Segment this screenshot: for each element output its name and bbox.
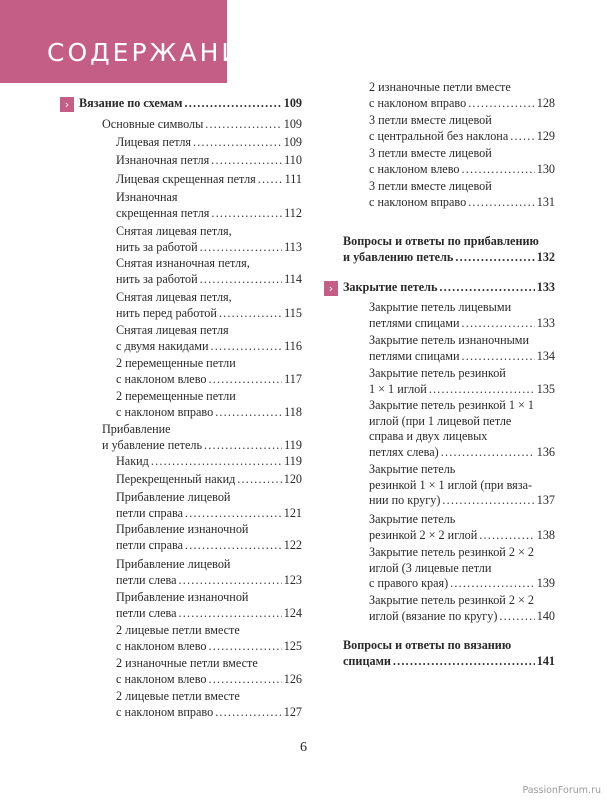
toc-entry-title-line: с наклоном вправо <box>116 704 214 719</box>
toc-entry-leader-row <box>116 672 302 688</box>
toc-entry-leader-row <box>116 705 302 721</box>
dot-leader <box>468 195 535 211</box>
toc-entry-title-line: с наклоном влево <box>116 671 207 686</box>
toc-entry-title-line: Изнаночная петля <box>116 153 210 167</box>
toc-entry-page: 137 <box>536 493 555 507</box>
toc-entry-leader-row <box>79 96 302 112</box>
dot-leader <box>200 272 282 288</box>
dot-leader <box>393 654 535 670</box>
toc-entry[interactable] <box>116 490 302 521</box>
dot-leader <box>211 339 283 355</box>
toc-entry-title-line: Прибавление лицевой <box>116 490 231 504</box>
toc-entry-title-line: Прибавление лицевой <box>116 557 231 571</box>
toc-entry-leader-row <box>116 272 302 288</box>
toc-entry[interactable] <box>116 454 302 470</box>
toc-entry-title-line: спицами <box>343 653 391 668</box>
dot-leader <box>468 96 535 112</box>
toc-entry-leader-row <box>369 576 555 592</box>
toc-entry-leader-row <box>369 349 555 365</box>
toc-entry-title-line: скрещенная петля <box>116 205 210 220</box>
dot-leader <box>510 129 534 145</box>
toc-entry[interactable] <box>116 190 302 221</box>
toc-entry-title-line: Лицевая петля <box>116 135 192 149</box>
toc-entry-title-line: 2 изнаночные петли вместе <box>116 656 258 670</box>
toc-entry-title-line: Прибавление <box>102 422 171 436</box>
dot-leader <box>208 639 281 655</box>
toc-entry-leader-row <box>116 206 302 222</box>
dot-leader <box>211 153 282 169</box>
toc-entry-leader-row <box>369 609 555 625</box>
toc-entry-title-line: Закрытие петель резинкой 2 × 2 <box>369 593 535 607</box>
toc-entry-title-line: петли справа <box>116 537 184 552</box>
toc-entry-title-line: петлях слева) <box>369 444 439 459</box>
toc-entry-title-line: нии по кругу) <box>369 493 441 507</box>
toc-entry-page: 116 <box>284 338 302 353</box>
toc-entry-page: 133 <box>536 315 555 330</box>
toc-entry-page: 129 <box>536 128 555 143</box>
page-number: 6 <box>300 740 307 755</box>
toc-entry-title-line: Снятая лицевая петля <box>116 323 229 337</box>
toc-entry-title-line: Закрытие петель лицевыми <box>369 300 512 314</box>
toc-entry-page: 119 <box>284 437 302 452</box>
chevron-right-icon: › <box>60 97 74 112</box>
toc-entry-title-line: Прибавление изнаночной <box>116 590 249 604</box>
dot-leader <box>442 493 534 509</box>
toc-entry-title-line: иглой (3 лицевые петли <box>369 560 492 575</box>
toc-entry-title-line: иглой (вязание по кругу) <box>369 608 498 623</box>
toc-entry-leader-row <box>116 606 302 622</box>
toc-entry-page: 113 <box>284 239 302 254</box>
toc-entry[interactable] <box>116 153 302 169</box>
toc-entry[interactable] <box>369 545 555 592</box>
toc-entry[interactable] <box>369 113 555 144</box>
toc-entry-title-line: Закрытие петель изнаночными <box>369 333 530 347</box>
dot-leader <box>179 573 282 589</box>
toc-entry-page: 114 <box>284 271 302 286</box>
toc-entry[interactable] <box>116 623 302 654</box>
toc-entry-title-line: 2 лицевые петли вместе <box>116 623 240 637</box>
dot-leader <box>211 206 282 222</box>
header-band <box>0 0 262 83</box>
dot-leader <box>455 250 534 266</box>
dot-leader <box>193 135 282 151</box>
toc-entry-title-line: резинкой 1 × 1 иглой (при вяза- <box>369 477 533 492</box>
toc-entry-page: 122 <box>283 537 302 552</box>
toc-entry-title-line: с наклоном вправо <box>116 404 214 419</box>
toc-entry-page: 124 <box>283 605 302 620</box>
toc-entry-title-line: 3 петли вместе лицевой <box>369 113 492 127</box>
toc-entry-title-line: 2 перемещенные петли <box>116 389 236 403</box>
toc-entry-leader-row <box>116 306 302 322</box>
toc-entry[interactable] <box>369 512 555 543</box>
toc-entry[interactable] <box>369 300 555 331</box>
toc-entry-page: 120 <box>283 472 302 486</box>
toc-entry-title-line: Перекрещенный накид <box>116 472 236 486</box>
toc-entry-page: 111 <box>284 172 302 186</box>
dot-leader <box>184 96 281 112</box>
toc-entry-title-line: петли слева <box>116 605 177 620</box>
toc-entry-title-line: с наклоном вправо <box>369 95 467 110</box>
toc-entry-page: 136 <box>536 444 555 459</box>
toc-entry-title-line: с наклоном вправо <box>369 194 467 209</box>
toc-entry[interactable] <box>369 146 555 177</box>
toc-entry-title-line: Закрытие петель <box>343 280 438 294</box>
toc-entry-title-line: Прибавление изнаночной <box>116 522 249 536</box>
toc-entry-title-line: Закрытие петель <box>369 462 456 476</box>
toc-entry-leader-row <box>116 639 302 655</box>
dot-leader <box>208 672 281 688</box>
toc-entry[interactable] <box>116 590 302 621</box>
dot-leader <box>215 705 282 721</box>
toc-entry-title-line: 1 × 1 иглой <box>369 381 427 396</box>
toc-entry-leader-row <box>116 405 302 421</box>
toc-entry[interactable] <box>369 398 555 460</box>
toc-entry[interactable] <box>369 593 555 624</box>
page-title: СОДЕРЖАНИЕ <box>47 38 262 67</box>
dot-leader <box>200 240 282 256</box>
toc-entry-title-line: с наклоном влево <box>116 638 207 653</box>
toc-entry-title-line: Закрытие петель резинкой <box>369 366 506 380</box>
toc-entry-title-line: Закрытие петель <box>369 512 456 526</box>
toc-entry-page: 109 <box>283 117 302 131</box>
toc-entry-title-line: и убавлению петель <box>343 249 454 264</box>
toc-entry-title-line: Вопросы и ответы по вязанию <box>343 638 512 652</box>
dot-leader <box>219 306 282 322</box>
dot-leader <box>429 382 535 398</box>
toc-entry[interactable] <box>343 638 555 669</box>
toc-entry-title-line: Снятая лицевая петля, <box>116 290 232 304</box>
toc-entry[interactable] <box>116 389 302 420</box>
toc-entry[interactable] <box>116 135 302 151</box>
toc-entry-leader-row <box>369 195 555 211</box>
dot-leader <box>205 117 281 133</box>
toc-entry[interactable] <box>116 172 302 188</box>
toc-entry-leader-row <box>369 493 555 509</box>
toc-entry-title-line: 2 лицевые петли вместе <box>116 689 240 703</box>
dot-leader <box>179 606 282 622</box>
toc-entry-title-line: Накид <box>116 454 149 468</box>
toc-entry-page: 112 <box>284 205 302 220</box>
toc-entry-leader-row <box>116 172 302 188</box>
watermark: PassionForum.ru <box>522 785 601 796</box>
toc-entry[interactable] <box>369 366 555 397</box>
toc-entry-page: 135 <box>536 381 555 396</box>
toc-entry-title-line: петли слева <box>116 572 177 587</box>
toc-entry-page: 132 <box>536 249 555 264</box>
toc-entry-leader-row <box>369 129 555 145</box>
dot-leader <box>258 172 283 188</box>
toc-entry-page: 121 <box>283 505 302 520</box>
toc-entry-title-line: нить перед работой <box>116 305 217 320</box>
dot-leader <box>462 316 535 332</box>
dot-leader <box>185 538 282 554</box>
toc-entry-title-line: нить за работой <box>116 239 198 254</box>
toc-entry-page: 126 <box>283 671 302 686</box>
toc-entry-leader-row <box>343 280 555 296</box>
toc-entry-title-line: петли справа <box>116 505 184 520</box>
toc-entry-page: 130 <box>536 161 555 176</box>
toc-entry-title-line: Вязание по схемам <box>79 96 183 110</box>
toc-entry-title-line: Изнаночная <box>116 190 178 204</box>
toc-entry-page: 118 <box>284 404 302 419</box>
toc-entry-title-line: с правого края) <box>369 576 449 590</box>
toc-entry-page: 141 <box>536 653 555 668</box>
toc-entry-page: 115 <box>284 305 302 320</box>
toc-entry-page: 138 <box>536 527 555 542</box>
toc-entry-title-line: петлями спицами <box>369 315 460 330</box>
toc-entry-leader-row <box>369 445 555 461</box>
toc-entry-title-line: и убавление петель <box>102 437 203 452</box>
toc-entry-leader-row <box>369 162 555 178</box>
chevron-right-icon: › <box>324 281 338 296</box>
toc-entry[interactable] <box>116 557 302 588</box>
toc-entry-leader-row <box>369 316 555 332</box>
toc-entry-title-line: 2 перемещенные петли <box>116 356 236 370</box>
toc-entry-leader-row <box>116 573 302 589</box>
toc-entry-page: 140 <box>536 608 555 623</box>
toc-entry-leader-row <box>102 117 302 133</box>
dot-leader <box>208 372 282 388</box>
toc-entry-leader-row <box>116 135 302 151</box>
toc-entry[interactable] <box>116 522 302 553</box>
dot-leader <box>204 438 282 454</box>
dot-leader <box>151 454 282 470</box>
dot-leader <box>237 472 281 488</box>
toc-entry-title-line: петлями спицами <box>369 348 460 363</box>
toc-entry-title-line: Вопросы и ответы по прибавлению <box>343 234 539 248</box>
toc-entry-page: 109 <box>283 96 302 110</box>
toc-entry[interactable] <box>116 689 302 720</box>
dot-leader <box>439 280 534 296</box>
toc-entry-leader-row <box>116 506 302 522</box>
dot-leader <box>450 576 535 592</box>
toc-entry-leader-row <box>343 250 555 266</box>
toc-entry-page: 119 <box>284 454 302 468</box>
toc-entry[interactable] <box>116 323 302 354</box>
dot-leader <box>479 528 534 544</box>
toc-entry-title-line: с наклоном влево <box>116 371 207 386</box>
toc-entry-leader-row <box>116 153 302 169</box>
toc-entry-leader-row <box>369 528 555 544</box>
toc-entry-title-line: с центральной без наклона <box>369 128 509 143</box>
toc-entry-title-line: с наклоном влево <box>369 161 460 176</box>
toc-entry-page: 110 <box>284 153 302 167</box>
toc-entry-title-line: Закрытие петель резинкой 1 × 1 <box>369 398 535 412</box>
toc-entry[interactable] <box>116 656 302 687</box>
toc-entry-title-line: Лицевая скрещенная петля <box>116 172 256 186</box>
toc-entry[interactable] <box>116 472 302 488</box>
toc-entry-title-line: резинкой 2 × 2 иглой <box>369 527 478 542</box>
toc-entry-title-line: Закрытие петель резинкой 2 × 2 <box>369 545 535 559</box>
toc-entry-title-line: нить за работой <box>116 271 198 286</box>
toc-entry[interactable] <box>369 333 555 364</box>
toc-entry-leader-row <box>116 240 302 256</box>
toc-entry-leader-row <box>369 382 555 398</box>
toc-entry[interactable] <box>116 290 302 321</box>
toc-entry-title-line: 3 петли вместе лицевой <box>369 146 492 160</box>
toc-entry[interactable] <box>102 117 302 133</box>
toc-entry-leader-row <box>369 96 555 112</box>
toc-entry-page: 127 <box>283 704 302 719</box>
toc-entry[interactable] <box>116 256 302 287</box>
toc-entry-page: 123 <box>283 572 302 587</box>
toc-entry[interactable] <box>369 179 555 210</box>
toc-entry[interactable] <box>116 356 302 387</box>
toc-entry-page: 134 <box>536 348 555 363</box>
toc-entry-leader-row <box>116 472 302 488</box>
toc-entry[interactable] <box>369 80 555 111</box>
toc-entry-leader-row <box>116 372 302 388</box>
toc-entry-page: 128 <box>536 95 555 110</box>
dot-leader <box>499 609 534 625</box>
toc-entry[interactable] <box>369 462 555 509</box>
toc-entry-title-line: Снятая изнаночная петля, <box>116 256 250 270</box>
dot-leader <box>461 162 534 178</box>
toc-entry[interactable] <box>79 96 302 112</box>
toc-entry-leader-row <box>116 538 302 554</box>
toc-entry-page: 133 <box>536 280 555 294</box>
toc-entry-page: 131 <box>536 194 555 209</box>
toc-entry-leader-row <box>343 654 555 670</box>
toc-entry-page: 117 <box>284 371 302 386</box>
dot-leader <box>441 445 535 461</box>
toc-entry-title-line: 3 петли вместе лицевой <box>369 179 492 193</box>
toc-entry-title-line: Снятая лицевая петля, <box>116 224 232 238</box>
toc-entry-leader-row <box>116 339 302 355</box>
toc-entry-title-line: с двумя накидами <box>116 338 209 353</box>
dot-leader <box>462 349 535 365</box>
toc-entry[interactable] <box>102 422 302 453</box>
toc-entry-page: 109 <box>283 135 302 149</box>
toc-entry-title-line: справа и двух лицевых <box>369 429 488 443</box>
toc-entry[interactable] <box>343 234 555 265</box>
toc-entry-title-line: иглой (при 1 лицевой петле <box>369 413 512 428</box>
toc-entry-title-line: Основные символы <box>102 117 204 131</box>
toc-entry[interactable] <box>343 280 555 296</box>
toc-entry-page: 125 <box>283 638 302 653</box>
toc-entry-title-line: 2 изнаночные петли вместе <box>369 80 511 94</box>
toc-entry[interactable] <box>116 224 302 255</box>
toc-entry-leader-row <box>116 454 302 470</box>
dot-leader <box>185 506 282 522</box>
dot-leader <box>215 405 282 421</box>
toc-entry-leader-row <box>102 438 302 454</box>
toc-entry-page: 139 <box>536 576 555 590</box>
